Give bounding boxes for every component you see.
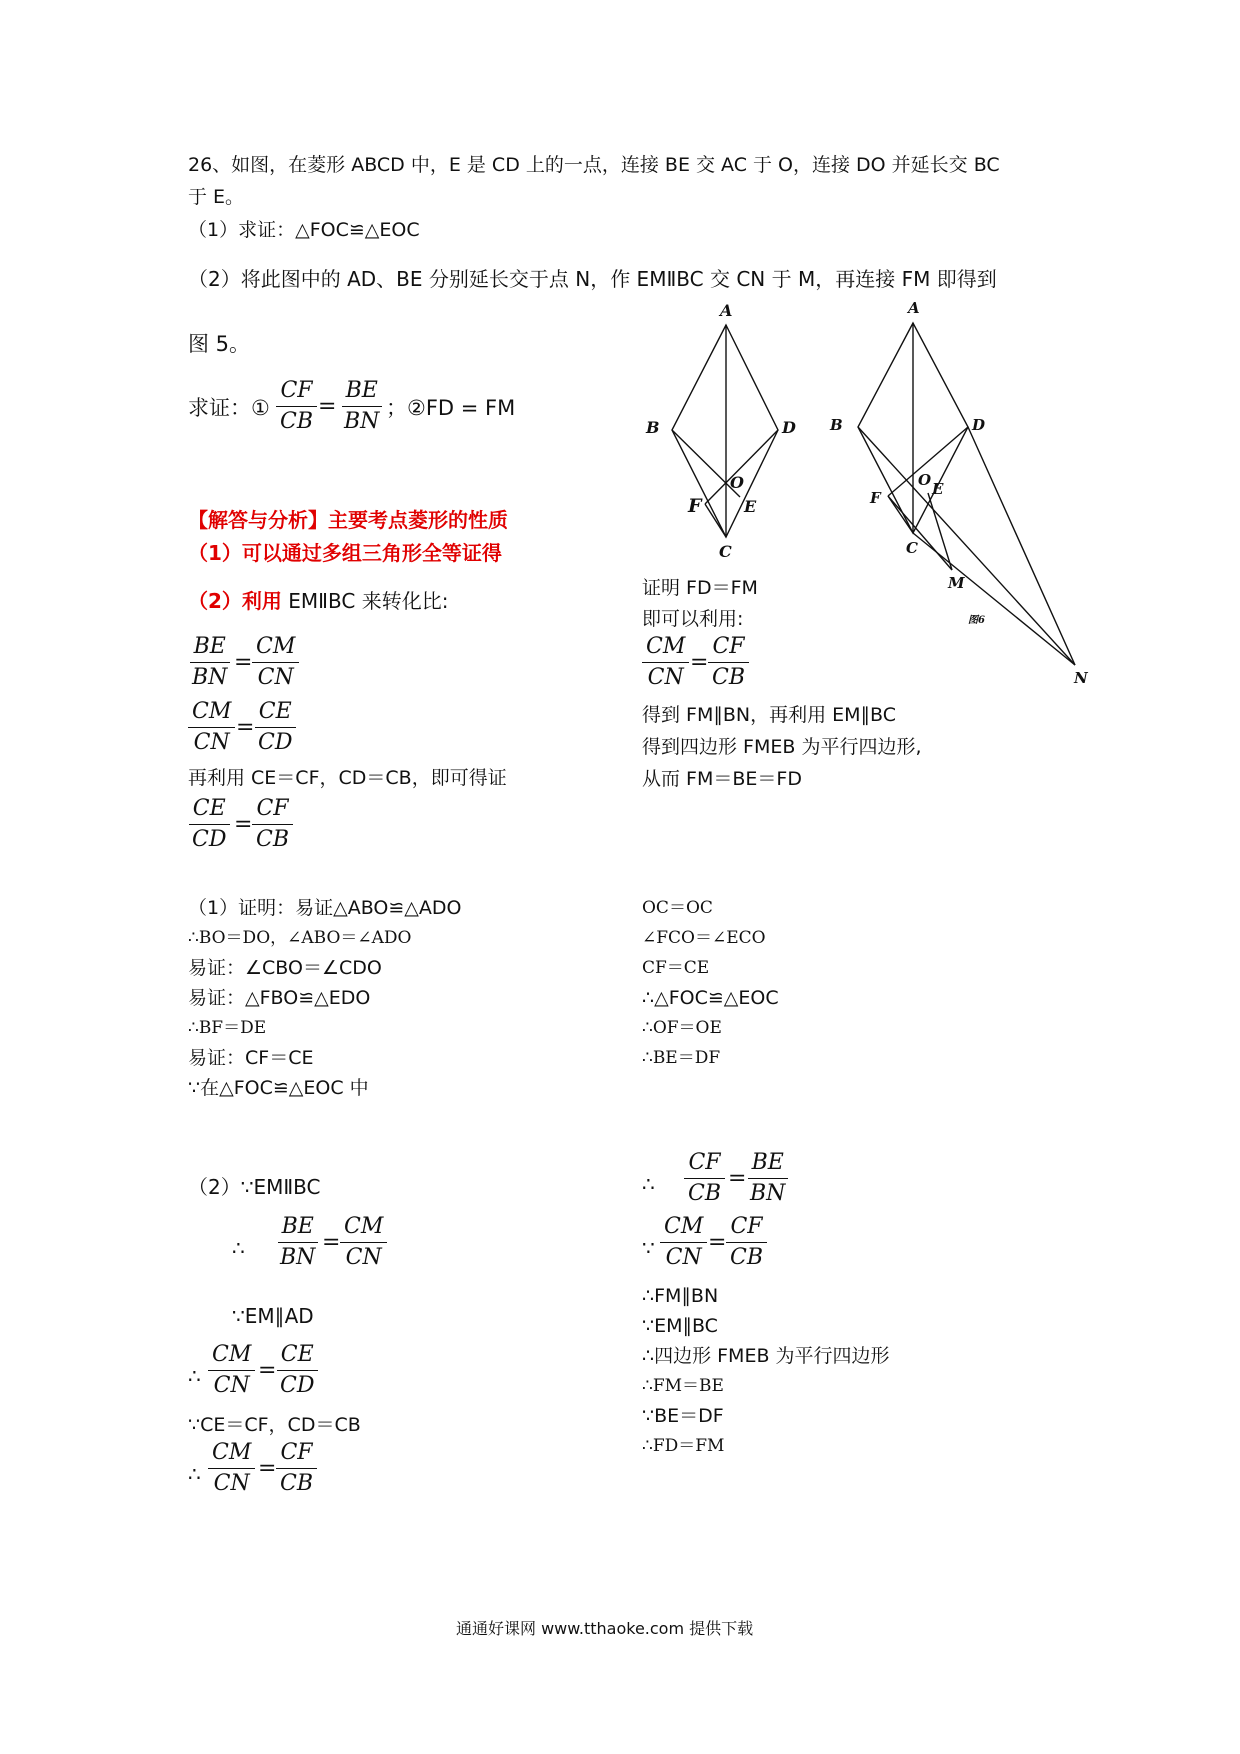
proof-line: ∴FM＝BE: [642, 1376, 724, 1396]
proof-line: ∴OF＝OE: [642, 1018, 722, 1038]
fraction-be-bn: [276, 1214, 319, 1271]
proof-line: ∠FCO＝∠ECO: [642, 928, 766, 948]
proof-line: ∴BE＝DF: [642, 1048, 721, 1068]
proof-line: （1）证明：易证△ABO≌△ADO: [188, 897, 462, 919]
fraction-cf-cb: [726, 1214, 767, 1271]
proof-line: ∴FM∥BN: [642, 1285, 719, 1307]
analysis-right-1: 证明 FD＝FM: [642, 577, 758, 599]
fraction-numerator: CE: [255, 699, 296, 728]
proof-line: CF＝CE: [642, 958, 710, 978]
point-label-d: D: [972, 416, 986, 434]
therefore-symbol: ∴: [232, 1236, 245, 1260]
figure-1-labels: [645, 301, 796, 561]
equals-sign: =: [318, 394, 337, 419]
figure-caption: 图6: [968, 615, 985, 626]
equals-sign: =: [690, 650, 709, 675]
therefore-symbol: ∴: [642, 1172, 655, 1196]
fraction-cm-cn: [252, 634, 299, 691]
fraction-numerator: CF: [276, 378, 316, 407]
fraction-cm-cn: [340, 1214, 387, 1271]
proof-line: ∵BE＝DF: [642, 1405, 724, 1427]
figure-rhombus-2: [858, 323, 1075, 665]
fraction-denominator: CD: [280, 1373, 315, 1398]
fraction-numerator: CF: [726, 1214, 766, 1243]
analysis-right-3: 得到 FM∥BN，再利用 EM∥BC: [642, 704, 897, 726]
equals-sign: =: [236, 715, 255, 740]
point-label-f: F: [688, 495, 702, 517]
equals-sign: =: [258, 1358, 277, 1383]
analysis-title: 【解答与分析】主要考点菱形的性质: [188, 508, 508, 532]
fraction-numerator: CM: [252, 634, 299, 663]
fraction-denominator: CN: [213, 1373, 250, 1398]
fraction-numerator: CM: [340, 1214, 387, 1243]
fraction-denominator: CB: [280, 409, 313, 434]
analysis-point-2-text: EMⅡBC 来转化比:: [281, 589, 449, 613]
fraction-numerator: CF: [708, 634, 748, 663]
fraction-ce-cd: [276, 1342, 318, 1399]
fraction-cf-cb: [684, 1150, 725, 1207]
prove-fd-fm: ；②FD = FM: [386, 396, 516, 420]
proof-line: 易证：∠CBO＝∠CDO: [188, 957, 382, 979]
fraction-denominator: CN: [193, 730, 230, 755]
fraction-cm-cn: [660, 1214, 707, 1271]
fraction-numerator: CM: [642, 634, 689, 663]
point-label-e: E: [744, 497, 757, 516]
fraction-denominator: CB: [730, 1245, 763, 1270]
fraction-cf-cb: [252, 796, 293, 853]
because-symbol: ∵: [642, 1236, 655, 1260]
fraction-ce-cd: [254, 699, 296, 756]
point-label-a: A: [908, 299, 920, 317]
page-footer: 通通好课网 www.tthaoke.com 提供下载: [456, 1619, 754, 1638]
fraction-numerator: CM: [188, 699, 235, 728]
equals-sign: =: [728, 1166, 747, 1191]
point-label-f: F: [870, 489, 881, 507]
fraction-denominator: BN: [344, 409, 380, 434]
proof-line: 易证：△FBO≌△EDO: [188, 987, 371, 1009]
fraction-numerator: CM: [208, 1440, 255, 1469]
fraction-numerator: CM: [660, 1214, 707, 1243]
equals-sign: =: [234, 650, 253, 675]
proof-2-right: [642, 1281, 890, 1461]
analysis-right-4: 得到四边形 FMEB 为平行四边形,: [642, 736, 922, 758]
fraction-numerator: CE: [277, 1342, 318, 1371]
analysis-point-1: （1）可以通过多组三角形全等证得: [188, 541, 502, 565]
proof-line: ∴四边形 FMEB 为平行四边形: [642, 1345, 890, 1367]
point-label-e: E: [932, 480, 944, 498]
point-label-b: B: [830, 416, 843, 434]
fraction-denominator: CN: [345, 1245, 382, 1270]
point-label-c: C: [719, 542, 732, 561]
proof-line: ∴FD＝FM: [642, 1436, 725, 1456]
point-label-o: O: [918, 471, 932, 489]
figure-2-labels: [829, 299, 1089, 687]
point-label-c: C: [906, 539, 918, 557]
fraction-denominator: BN: [192, 665, 228, 690]
fraction-ce-cd: [188, 796, 230, 853]
point-label-m: M: [948, 574, 965, 592]
proof-2-em-ad: ∵EM∥AD: [232, 1304, 314, 1328]
fraction-numerator: BE: [748, 1150, 788, 1179]
proof-line: 易证：CF＝CE: [188, 1047, 314, 1069]
fraction-numerator: CF: [252, 796, 292, 825]
fraction-denominator: CB: [688, 1181, 721, 1206]
fraction-numerator: BE: [342, 378, 382, 407]
analysis-point-2-red: （2）利用: [188, 589, 282, 613]
fraction-be-bn: [340, 378, 383, 435]
point-label-d: D: [782, 418, 796, 437]
proof-1-left: [188, 893, 461, 1103]
fraction-numerator: CM: [208, 1342, 255, 1371]
point-label-a: A: [720, 301, 733, 320]
proof-1-right: [642, 893, 779, 1073]
fraction-be-bn: [746, 1150, 789, 1207]
fraction-denominator: CN: [257, 665, 294, 690]
analysis-right-2: 即可以利用:: [642, 608, 744, 630]
fraction-denominator: CB: [256, 827, 289, 852]
analysis-reuse: 再利用 CE＝CF，CD＝CB，即可得证: [188, 767, 507, 789]
problem-part-1: （1）求证：△FOC≌△EOC: [188, 219, 420, 241]
proof-line: ∵在△FOC≌△EOC 中: [188, 1077, 369, 1099]
geometry-figures: [630, 290, 1100, 690]
fraction-denominator: CN: [647, 665, 684, 690]
fraction-numerator: BE: [278, 1214, 318, 1243]
fraction-numerator: CF: [684, 1150, 724, 1179]
fraction-cf-cb: [276, 378, 317, 435]
fraction-denominator: CD: [258, 730, 293, 755]
proof-2-start: （2）∵EMⅡBC: [188, 1175, 321, 1199]
analysis-right-5: 从而 FM＝BE＝FD: [642, 768, 802, 790]
problem-line-2: 于 E。: [188, 186, 245, 208]
point-label-n: N: [1074, 669, 1088, 687]
fraction-denominator: CD: [192, 827, 227, 852]
therefore-symbol: ∴: [188, 1364, 201, 1388]
fraction-denominator: CB: [712, 665, 745, 690]
fraction-cm-cn: [188, 699, 235, 756]
fraction-denominator: CN: [665, 1245, 702, 1270]
problem-line-1: 26、如图，在菱形 ABCD 中，E 是 CD 上的一点，连接 BE 交 AC 于 O，连接 DO 并延长交 BC: [188, 154, 1000, 176]
fraction-numerator: BE: [190, 634, 230, 663]
fraction-denominator: CN: [213, 1471, 250, 1496]
prove-label: 求证：①: [188, 396, 270, 420]
fraction-denominator: BN: [750, 1181, 786, 1206]
fraction-numerator: CE: [189, 796, 230, 825]
problem-part-2-cont: 图 5。: [188, 332, 251, 356]
therefore-symbol: ∴: [188, 1462, 201, 1486]
fraction-cm-cn: [208, 1342, 255, 1399]
proof-line: ∵EM∥BC: [642, 1315, 718, 1337]
proof-2-ce-cf: ∵CE＝CF，CD＝CB: [188, 1414, 361, 1436]
fraction-cm-cn: [208, 1440, 255, 1497]
fraction-denominator: CB: [280, 1471, 313, 1496]
fraction-cf-cb: [276, 1440, 317, 1497]
fraction-be-bn: [188, 634, 231, 691]
point-label-o: O: [730, 473, 744, 492]
analysis-point-2: [188, 586, 448, 616]
equals-sign: =: [234, 812, 253, 837]
equals-sign: =: [708, 1230, 727, 1255]
equals-sign: =: [258, 1456, 277, 1481]
proof-line: ∴BO＝DO，∠ABO＝∠ADO: [188, 928, 412, 948]
problem-part-2: （2）将此图中的 AD、BE 分别延长交于点 N，作 EMⅡBC 交 CN 于 M，再连接 FM 即得到: [188, 267, 997, 291]
proof-line: ∴△FOC≌△EOC: [642, 987, 779, 1009]
fraction-denominator: BN: [280, 1245, 316, 1270]
proof-line: OC＝OC: [642, 898, 713, 918]
equals-sign: =: [322, 1230, 341, 1255]
point-label-b: B: [646, 418, 660, 437]
fraction-numerator: CF: [276, 1440, 316, 1469]
proof-line: ∴BF＝DE: [188, 1018, 267, 1038]
